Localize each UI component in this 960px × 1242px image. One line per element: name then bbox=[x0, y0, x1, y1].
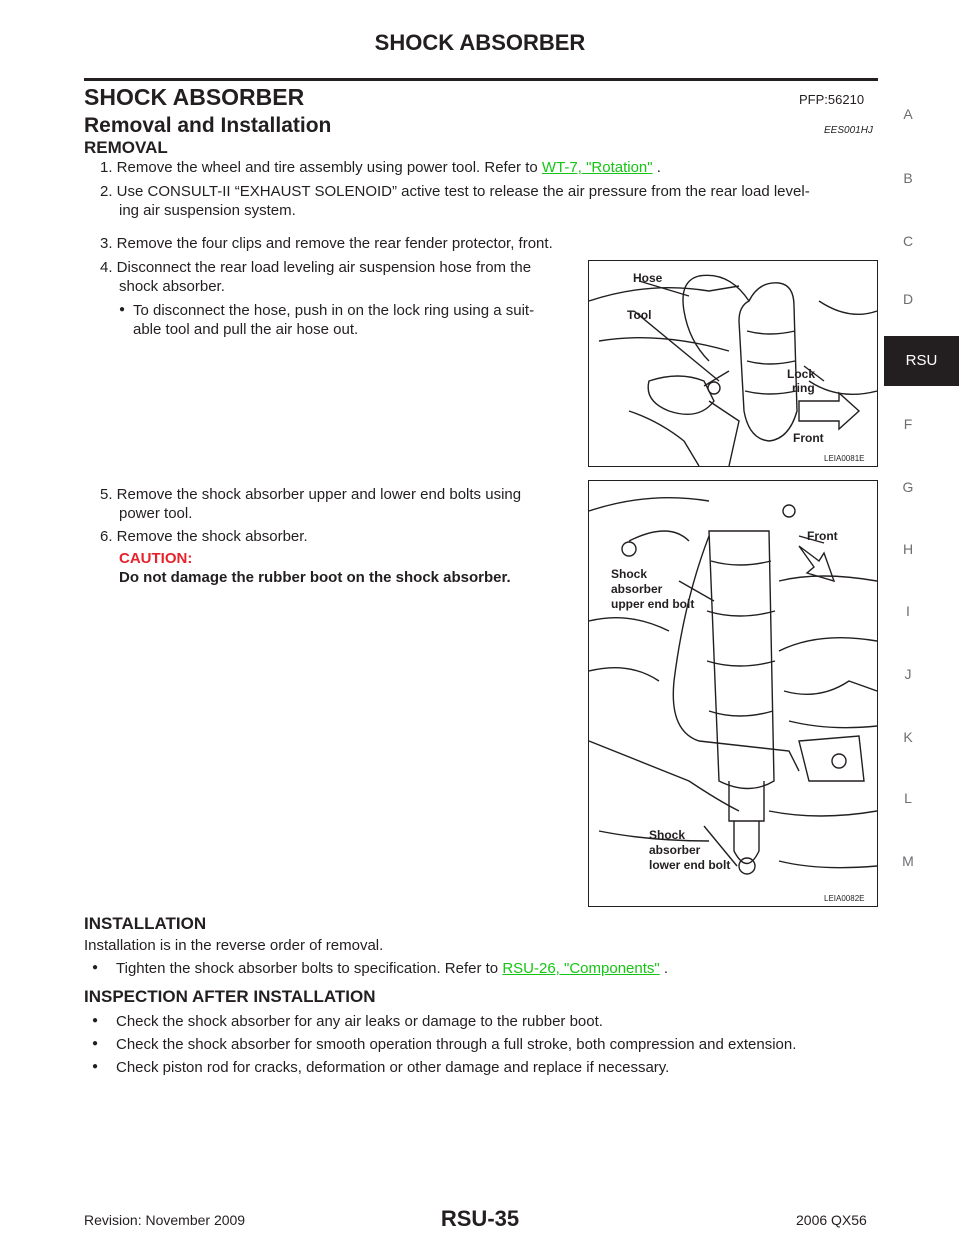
step-1 bbox=[100, 158, 661, 177]
link-rsu26-components[interactable]: RSU-26, "Components" bbox=[502, 960, 660, 977]
side-index-i[interactable]: I bbox=[906, 603, 910, 619]
footer-model: 2006 QX56 bbox=[796, 1212, 867, 1228]
pfp-code: PFP:56210 bbox=[799, 92, 865, 107]
removal-heading: REMOVAL bbox=[84, 138, 168, 157]
inspection-item-2: Check the shock absorber for smooth operation through a full stroke, both compression and extension. bbox=[116, 1036, 797, 1053]
step-4-line-2: shock absorber. bbox=[119, 278, 225, 295]
figure-hose-removal bbox=[588, 260, 878, 467]
step-4-line-1: 4. Disconnect the rear load leveling air suspension hose from the bbox=[100, 259, 532, 276]
label-tool: Tool bbox=[627, 308, 652, 322]
figure-1-illustration bbox=[589, 261, 877, 466]
installation-heading: INSTALLATION bbox=[84, 914, 207, 933]
step-4-bullet-line-1: To disconnect the hose, push in on the lock ring using a suit- bbox=[133, 302, 535, 319]
side-index-h[interactable]: H bbox=[902, 541, 914, 557]
figure-2-illustration bbox=[589, 481, 877, 906]
side-index-g[interactable]: G bbox=[902, 479, 914, 495]
page-header-title: SHOCK ABSORBER bbox=[374, 30, 586, 55]
label-lower-1: Shock bbox=[649, 828, 686, 842]
label-lower-2: absorber bbox=[649, 843, 701, 857]
fig2-label-front: Front bbox=[807, 529, 838, 543]
bullet-icon: ● bbox=[92, 1038, 99, 1049]
step-2-line-1: 2. Use CONSULT-II “EXHAUST SOLENOID” active test to release the air pressure from the rear load level- bbox=[100, 183, 810, 200]
side-index-l[interactable]: L bbox=[904, 790, 912, 806]
installation-bullet bbox=[116, 959, 668, 978]
step-4-bullet-line-2: able tool and pull the air hose out. bbox=[133, 321, 359, 338]
side-index-b[interactable]: B bbox=[903, 170, 913, 186]
label-upper-2: absorber bbox=[611, 582, 663, 596]
footer-revision: Revision: November 2009 bbox=[84, 1212, 246, 1228]
section-title: SHOCK ABSORBER bbox=[84, 84, 305, 110]
bullet-icon: ● bbox=[92, 962, 99, 973]
header-rule bbox=[84, 78, 878, 81]
label-lock: Lock bbox=[787, 367, 816, 381]
label-lower-3: lower end bolt bbox=[649, 858, 731, 872]
inspection-item-3: Check piston rod for cracks, deformation or other damage and replace if necessary. bbox=[116, 1059, 670, 1076]
page-number: RSU-35 bbox=[440, 1206, 520, 1231]
label-upper-1: Shock bbox=[611, 567, 648, 581]
bullet-icon: ● bbox=[92, 1015, 99, 1026]
side-index-d[interactable]: D bbox=[902, 291, 914, 307]
figure-2-code: LEIA0082E bbox=[824, 894, 865, 903]
side-index-k[interactable]: K bbox=[903, 729, 913, 745]
step-2-line-2: ing air suspension system. bbox=[119, 202, 296, 219]
side-index-j[interactable]: J bbox=[904, 666, 912, 682]
side-index-rsu-tab[interactable]: RSU bbox=[884, 336, 959, 386]
label-upper-3: upper end bolt bbox=[611, 597, 695, 611]
ees-code: EES001HJ bbox=[824, 125, 873, 136]
label-ring: ring bbox=[792, 381, 815, 395]
label-hose: Hose bbox=[633, 271, 663, 285]
step-5-line-1: 5. Remove the shock absorber upper and lower end bolts using bbox=[100, 486, 522, 503]
bullet-icon: ● bbox=[119, 304, 126, 315]
installation-text: Installation is in the reverse order of removal. bbox=[84, 937, 384, 954]
step-1-text: 1. Remove the wheel and tire assembly using power tool. Refer to bbox=[100, 159, 538, 176]
installation-bullet-text: Tighten the shock absorber bolts to specification. Refer to bbox=[116, 960, 499, 977]
caution-text: Do not damage the rubber boot on the shock absorber. bbox=[119, 569, 511, 586]
step-1-end: . bbox=[652, 159, 661, 176]
step-5-line-2: power tool. bbox=[119, 505, 193, 522]
step-3: 3. Remove the four clips and remove the rear fender protector, front. bbox=[100, 235, 553, 252]
removal-installation-title: Removal and Installation bbox=[84, 114, 332, 137]
side-index-f[interactable]: F bbox=[903, 416, 913, 432]
side-index-a[interactable]: A bbox=[903, 106, 913, 122]
caution-label: CAUTION: bbox=[119, 550, 193, 567]
step-6: 6. Remove the shock absorber. bbox=[100, 528, 308, 545]
figure-1-code: LEIA0081E bbox=[824, 454, 865, 463]
bullet-icon: ● bbox=[92, 1061, 99, 1072]
label-front: Front bbox=[793, 431, 824, 445]
installation-bullet-end: . bbox=[659, 960, 669, 977]
link-wt7-rotation[interactable]: WT-7, "Rotation" bbox=[541, 159, 653, 176]
side-index-c[interactable]: C bbox=[902, 233, 914, 249]
figure-shock-absorber-bolts bbox=[588, 480, 878, 907]
inspection-heading: INSPECTION AFTER INSTALLATION bbox=[84, 987, 376, 1006]
side-index-m[interactable]: M bbox=[902, 853, 914, 869]
inspection-item-1: Check the shock absorber for any air leaks or damage to the rubber boot. bbox=[116, 1013, 603, 1030]
